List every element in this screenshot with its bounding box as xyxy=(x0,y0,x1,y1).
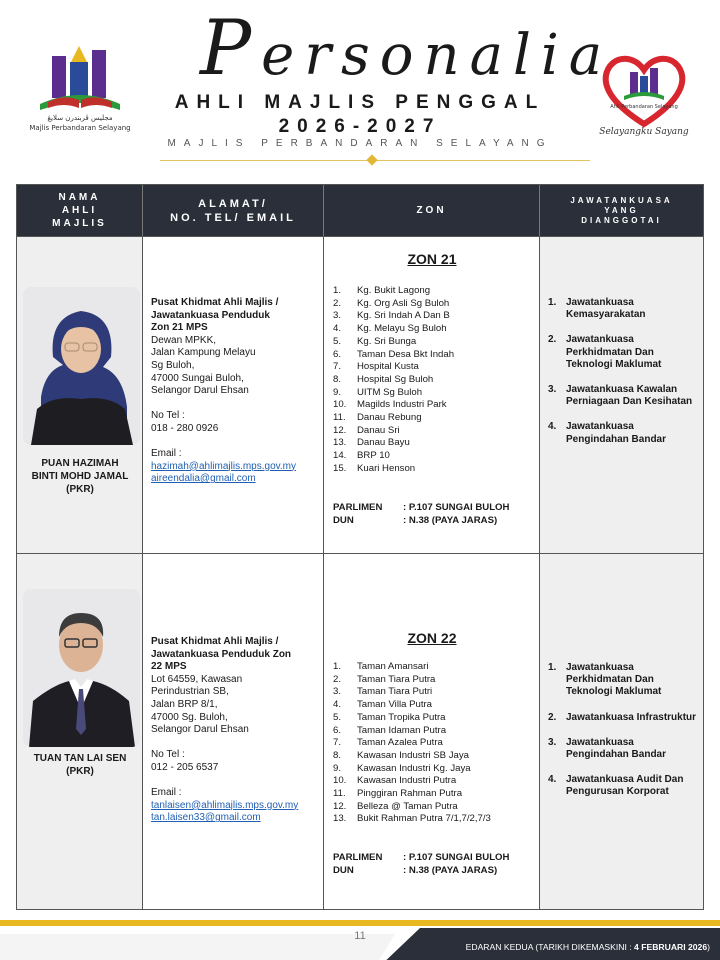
list-item: 11. Pinggiran Rahman Putra xyxy=(333,788,463,800)
tel-number: 012 - 205 6537 xyxy=(151,761,219,773)
email-link-official[interactable]: hazimah@ahlimajlis.mps.gov.my xyxy=(151,460,297,472)
member-portrait-icon xyxy=(23,287,140,445)
list-item: 9. UITM Sg Buloh xyxy=(333,386,423,398)
title-diamond-icon xyxy=(366,154,377,165)
list-item: 2. Jawatankuasa Perkhidmatan Dan Teknologi Maklumat xyxy=(548,334,662,370)
list-item: 12. Belleza @ Taman Putra xyxy=(333,800,458,812)
title-term-years: 2026-2027 xyxy=(278,116,442,137)
list-item: 2. Jawatankuasa Infrastruktur xyxy=(548,711,697,723)
zone-cell xyxy=(324,237,540,553)
list-item: 13. Danau Bayu xyxy=(333,437,410,449)
list-item: 6. Taman Idaman Putra xyxy=(333,724,447,736)
list-item: 6. Taman Desa Bkt Indah xyxy=(333,348,455,360)
table-row xyxy=(17,236,703,553)
member-photo xyxy=(23,287,140,445)
member-name: PUAN HAZIMAH BINTI MOHD JAMAL (PKR) xyxy=(31,458,129,495)
header-nama-ahli-majlis: NAMA AHLI MAJLIS xyxy=(17,185,143,236)
tel-label: No Tel : xyxy=(151,410,185,422)
list-item: 1. Jawatankuasa Kemasyarakatan xyxy=(548,297,646,321)
list-item: 3. Jawatankuasa Kawalan Perniagaan Dan Kesihatan xyxy=(548,384,693,408)
edaran-date-note: EDARAN KEDUA (TARIKH DIKEMASKINI : 4 FEBRUARI 2026) xyxy=(465,942,710,952)
mps-crest-icon xyxy=(30,42,130,134)
list-item: 3. Taman Tiara Putri xyxy=(333,686,433,698)
member-photo xyxy=(23,589,140,747)
zone-title: ZON 21 xyxy=(407,251,457,267)
list-item: 5. Taman Tropika Putra xyxy=(333,711,446,723)
email-label: Email : xyxy=(151,787,182,799)
list-item: 7. Hospital Kusta xyxy=(333,361,419,373)
page-number: 11 xyxy=(354,930,366,942)
zone-area-list xyxy=(333,285,533,476)
heart-logo-icon xyxy=(596,50,692,138)
list-item: 10. Magilds Industri Park xyxy=(333,399,447,411)
svg-text:Majlis Perbandaran Selayang: Majlis Perbandaran Selayang xyxy=(30,124,130,132)
list-item: 9. Kawasan Industri Kg. Jaya xyxy=(333,762,471,774)
address-cell xyxy=(143,237,324,553)
email-link-official[interactable]: tanlaisen@ahlimajlis.mps.gov.my xyxy=(151,799,299,811)
zone-title: ZON 22 xyxy=(407,630,457,646)
list-item: 1. Taman Amansari xyxy=(333,661,429,672)
footer-gold-band xyxy=(0,920,720,926)
selayangku-sayang-logo xyxy=(596,50,692,138)
tel-label: No Tel : xyxy=(151,749,185,761)
svg-text:Ahli Perbandaran Selayang: Ahli Perbandaran Selayang xyxy=(610,104,678,110)
list-item: 4. Taman Villa Putra xyxy=(333,699,433,711)
table-header xyxy=(17,185,703,236)
email-link-personal[interactable]: aireendalia@gmail.com xyxy=(151,473,256,485)
list-item: 1. Jawatankuasa Perkhidmatan Dan Teknologi Maklumat xyxy=(548,662,662,698)
header-alamat: ALAMAT/ NO. TEL/ EMAIL xyxy=(143,185,324,236)
header-jawatankuasa: JAWATANKUASA YANG DIANGGOTAI xyxy=(570,195,673,225)
list-item: 3. Kg. Sri Indah A Dan B xyxy=(333,310,450,322)
list-item: 1. Kg. Bukit Lagong xyxy=(333,285,431,296)
list-item: 2. Taman Tiara Putra xyxy=(333,673,436,685)
table-row xyxy=(17,553,703,909)
address-cell xyxy=(143,554,324,909)
member-portrait-icon xyxy=(23,589,140,747)
constituency-info: PARLIMEN : P.107 SUNGAI BULOH DUN : N.38 (PAYA JARAS) xyxy=(333,852,510,876)
committee-cell xyxy=(540,237,703,553)
list-item: 12. Danau Sri xyxy=(333,424,400,436)
svg-text:مجليس ڤربندرن سلايڠ: مجليس ڤربندرن سلايڠ xyxy=(47,114,113,122)
committee-list xyxy=(548,297,698,459)
list-item: 14. BRP 10 xyxy=(333,450,390,462)
list-item: 4. Jawatankuasa Pengindahan Bandar xyxy=(548,421,667,445)
header-zon: ZON xyxy=(324,185,540,236)
address-block: Pusat Khidmat Ahli Majlis / Jawatankuasa Penduduk Zon 21 MPS Dewan MPKK, Jalan Kampung Melayu Sg Buloh, 47000 Sungai Buloh, Selangor Darul Ehsan No Tel : 018 - 280 0926 Email : hazimah@ahlimajlis.mps.gov.my aireendalia@gmail.com xyxy=(151,297,319,486)
svg-text:Selayangku Sayang: Selayangku Sayang xyxy=(599,127,689,137)
list-item: 4. Jawatankuasa Audit Dan Pengurusan Korporat xyxy=(548,774,684,798)
address-block: Pusat Khidmat Ahli Majlis / Jawatankuasa Penduduk Zon 22 MPS Lot 64559, Kawasan Perindustrian SB, Jalan BRP 8/1, 47000 Sg. Buloh, Selangor Darul Ehsan No Tel : 012 - 205 6537 Email : tanlaisen@ahlimajlis.mps.gov.my tan.laisen33@gmail.com xyxy=(151,636,319,825)
committee-list xyxy=(548,662,698,812)
zone-area-list xyxy=(333,661,533,826)
title-personalia: Personalia xyxy=(200,3,613,92)
list-item: 15. Kuari Henson xyxy=(333,462,416,474)
list-item: 8. Kawasan Industri SB Jaya xyxy=(333,749,469,761)
tel-number: 018 - 280 0926 xyxy=(151,422,219,434)
title-ahli-majlis: AHLI MAJLIS PENGGAL xyxy=(174,92,546,113)
zone-cell xyxy=(324,554,540,909)
member-cell xyxy=(17,237,143,553)
list-item: 13. Bukit Rahman Putra 7/1,7/2,7/3 xyxy=(333,813,491,825)
title-council-name: MAJLIS PERBANDARAN SELAYANG xyxy=(167,138,553,149)
personalia-table xyxy=(16,184,704,910)
list-item: 3. Jawatankuasa Pengindahan Bandar xyxy=(548,736,667,761)
list-item: 4. Kg. Melayu Sg Buloh xyxy=(333,323,447,335)
list-item: 2. Kg. Org Asli Sg Buloh xyxy=(333,297,450,309)
list-item: 10. Kawasan Industri Putra xyxy=(333,775,457,787)
list-item: 11. Danau Rebung xyxy=(333,412,422,424)
member-name: TUAN TAN LAI SEN (PKR) xyxy=(33,753,127,777)
mps-logo-left xyxy=(30,42,130,134)
committee-cell xyxy=(540,554,703,909)
email-link-personal[interactable]: tan.laisen33@gmail.com xyxy=(151,812,261,824)
list-item: 7. Taman Azalea Putra xyxy=(333,737,443,749)
footer-light-stripe xyxy=(0,934,395,960)
list-item: 8. Hospital Sg Buloh xyxy=(333,373,434,385)
list-item: 5. Kg. Sri Bunga xyxy=(333,335,417,347)
email-label: Email : xyxy=(151,448,182,460)
constituency-info: PARLIMEN : P.107 SUNGAI BULOH DUN : N.38 (PAYA JARAS) xyxy=(333,502,510,526)
member-cell xyxy=(17,554,143,909)
